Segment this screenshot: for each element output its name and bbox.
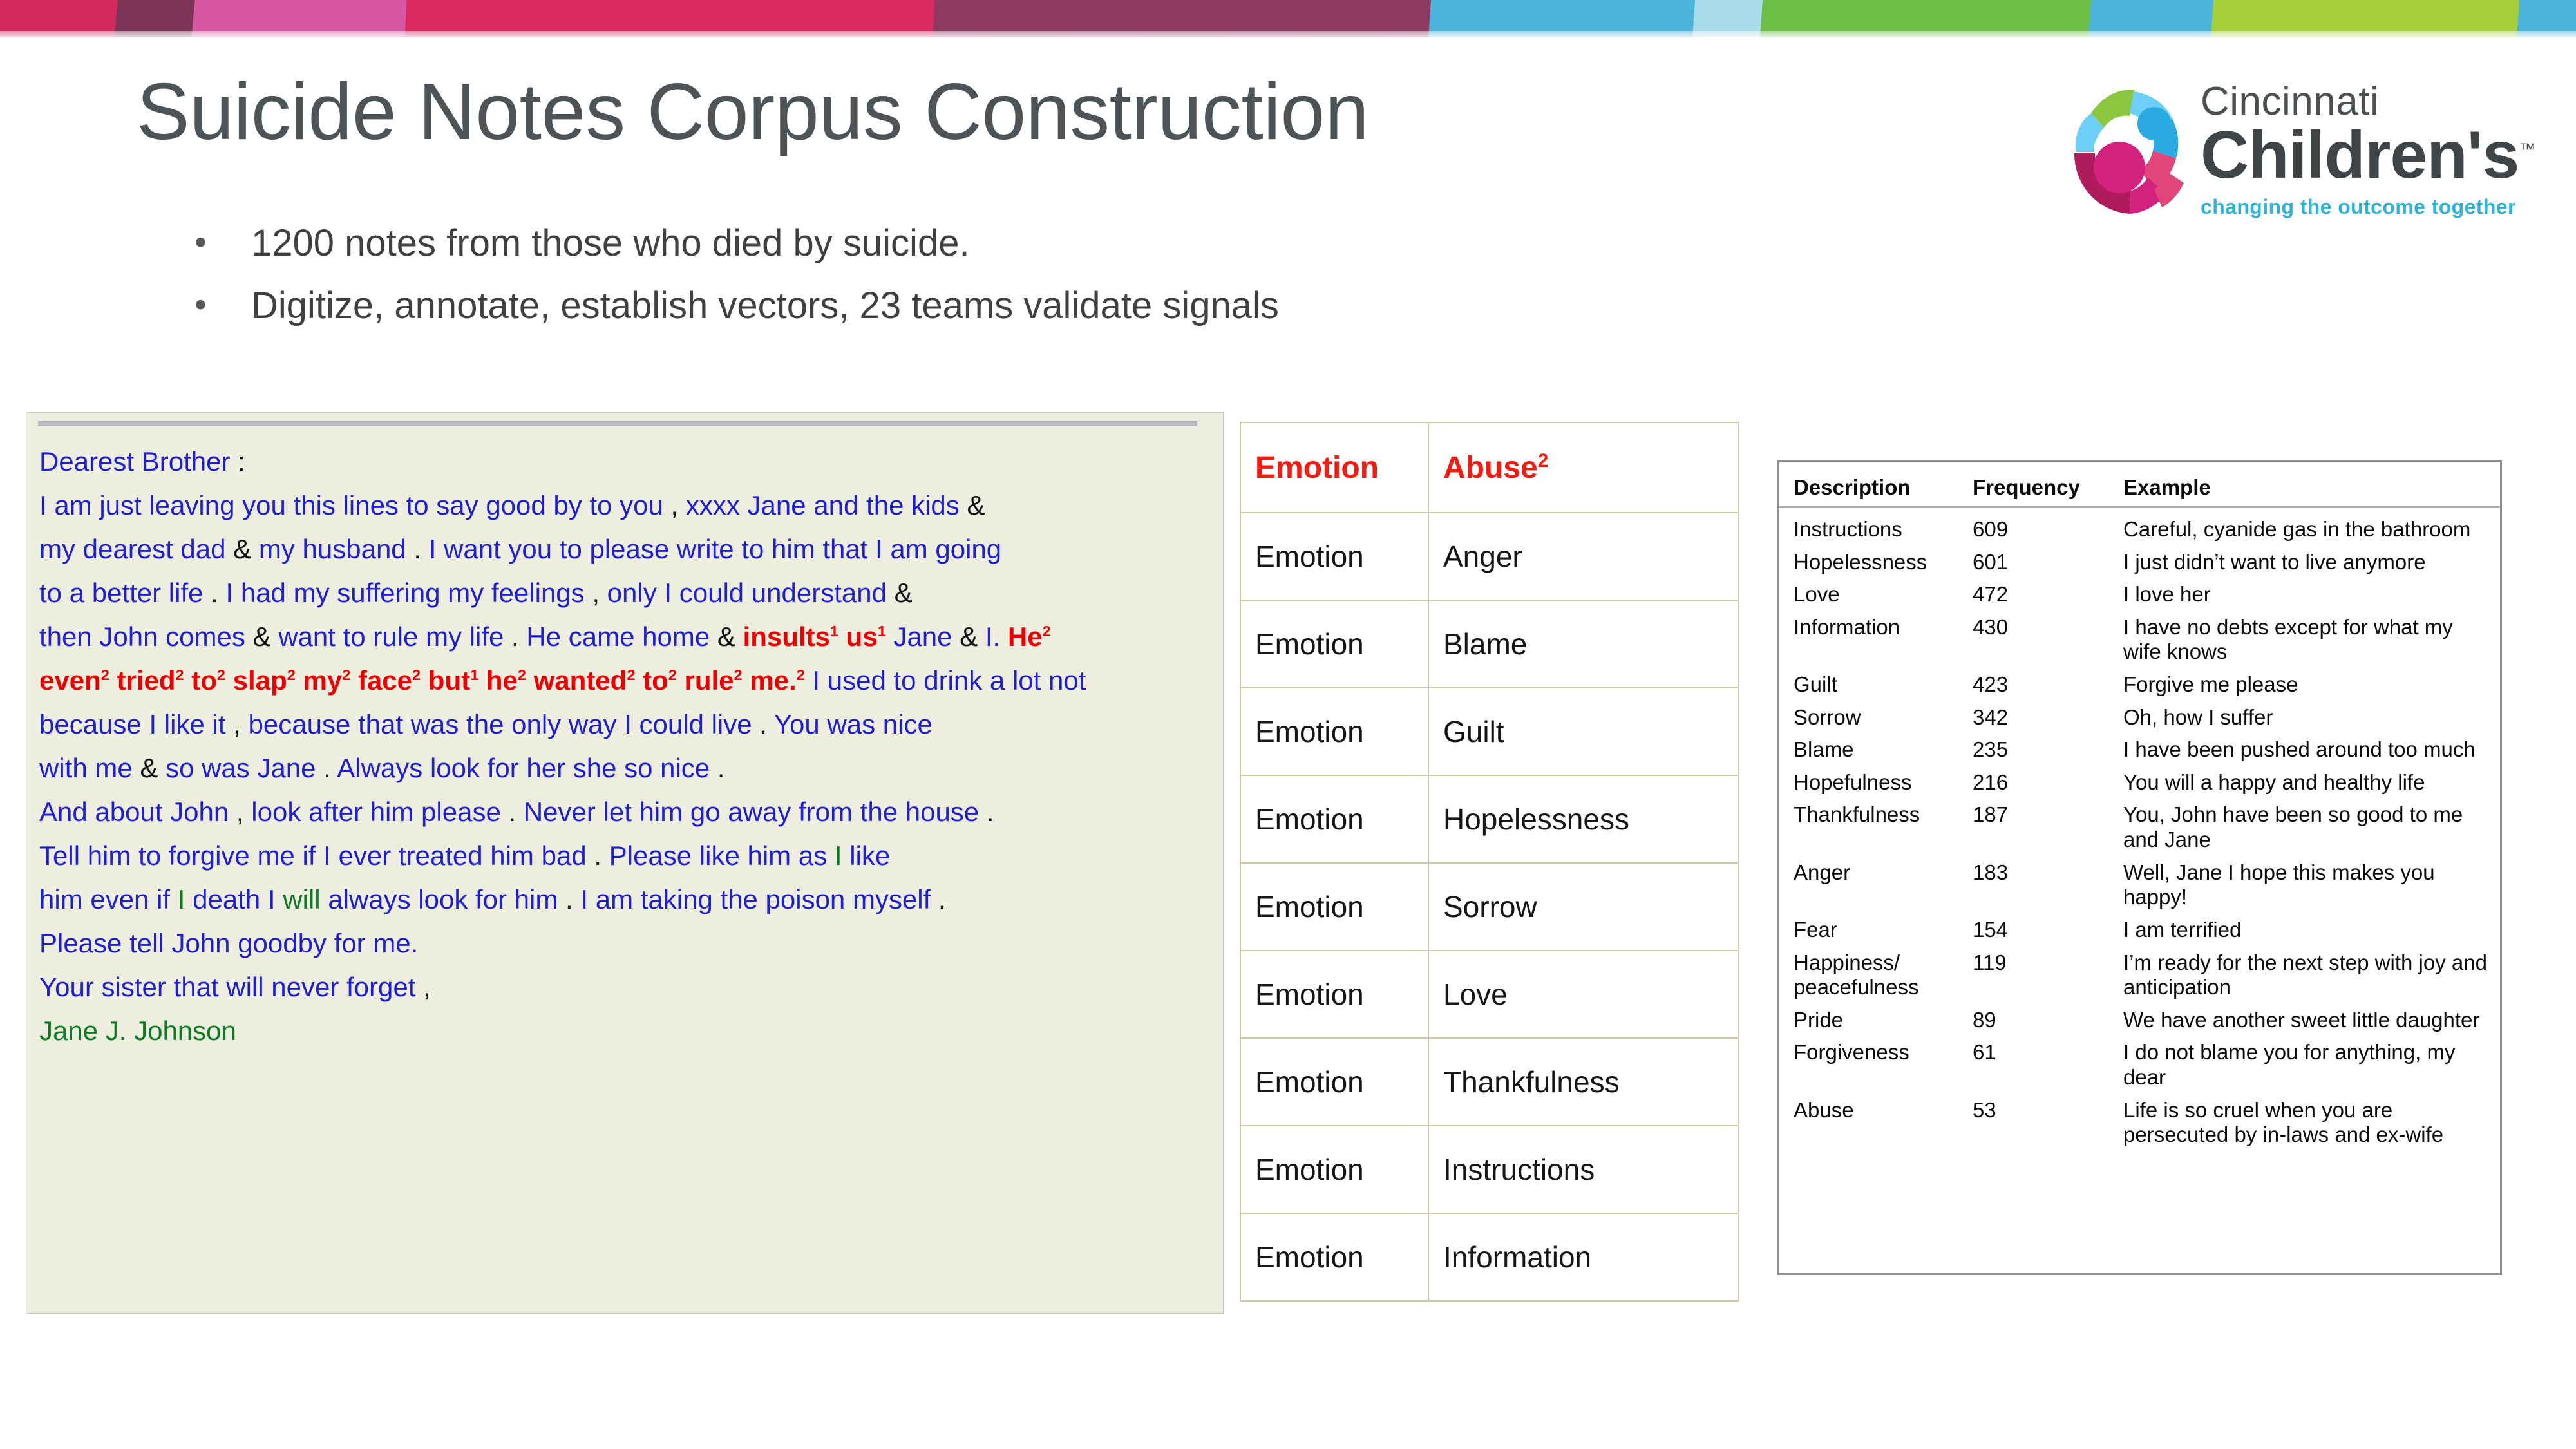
note-panel-top-rule <box>38 421 1197 426</box>
note-token: & <box>959 490 985 521</box>
example-cell: Forgive me please <box>2123 672 2298 697</box>
bullet-marker-icon: • <box>194 223 207 261</box>
table-row <box>1240 1038 1738 1126</box>
table-row <box>1779 1036 2500 1094</box>
note-token: . <box>504 621 527 652</box>
frequency-cell: 430 <box>1973 614 2009 639</box>
abuse-cell: Love <box>1428 951 1738 1038</box>
bullet-marker-icon: • <box>194 285 207 324</box>
note-token: I <box>827 840 850 871</box>
emotion-cell: Emotion <box>1240 863 1428 951</box>
description-cell: Blame <box>1794 737 1854 762</box>
note-token: Your sister that will never forget <box>39 972 416 1003</box>
note-token: And about John <box>39 797 229 828</box>
note-annotation-superscript: 1 <box>829 623 838 640</box>
note-token: Tell him to forgive me if I ever treated him bad <box>39 840 587 871</box>
note-token: Please like him as <box>609 840 828 871</box>
note-token: . <box>316 753 337 784</box>
example-column-header: Example <box>2114 462 2500 507</box>
note-token: but <box>421 665 471 696</box>
note-token: my dearest dad <box>39 534 226 565</box>
emotion-cell: Emotion <box>1240 775 1428 863</box>
bullet-list <box>180 222 2048 346</box>
note-token: face <box>350 665 413 696</box>
example-cell: Life is so cruel when you are persecuted by in-laws and ex-wife <box>2123 1097 2444 1147</box>
note-token: & <box>132 753 166 784</box>
table-row <box>1779 507 2500 546</box>
note-token: He <box>1000 621 1043 652</box>
description-cell: Sorrow <box>1794 705 1861 729</box>
emotion-cell: Emotion <box>1240 1126 1428 1213</box>
logo-wordmark <box>2201 81 2535 219</box>
note-token: then John comes <box>39 621 245 652</box>
table-row <box>1779 766 2500 799</box>
emotion-cell: Emotion <box>1240 513 1428 600</box>
note-annotation-superscript: 2 <box>1042 623 1051 640</box>
table-row <box>1779 1094 2500 1151</box>
description-cell: Hopefulness <box>1794 770 1912 794</box>
note-token: He came home <box>526 621 710 652</box>
decorative-top-banner <box>0 0 2576 37</box>
frequency-cell: 119 <box>1973 950 2007 974</box>
note-token: I used to drink a lot not <box>804 665 1086 696</box>
description-cell: Forgiveness <box>1794 1040 1909 1065</box>
note-line <box>39 1009 1214 1053</box>
note-line <box>39 878 1214 922</box>
note-token: , <box>225 709 249 740</box>
table-row <box>1240 1213 1738 1301</box>
list-item <box>180 285 2048 328</box>
description-cell: Happiness/ peacefulness <box>1794 950 1919 999</box>
note-token: Please tell John goodby for me. <box>39 928 419 959</box>
banner-fade <box>0 31 2576 37</box>
table-row <box>1240 600 1738 688</box>
abuse-cell: Thankfulness <box>1428 1038 1738 1126</box>
table-row <box>1779 668 2500 701</box>
frequency-cell: 601 <box>1973 549 2009 574</box>
note-token: You was nice <box>773 709 933 740</box>
note-token: always look for him <box>328 884 558 915</box>
note-token: because I like it <box>39 709 226 740</box>
emotion-column-header: Emotion <box>1240 422 1428 513</box>
note-token: Dearest Brother <box>39 446 231 477</box>
frequency-cell: 216 <box>1973 770 2009 794</box>
emotion-cell: Emotion <box>1240 1213 1428 1301</box>
description-cell: Abuse <box>1794 1097 1854 1122</box>
frequency-cell: 235 <box>1973 737 2009 762</box>
note-token: with me <box>39 753 133 784</box>
table-row <box>1779 799 2500 856</box>
note-token: , <box>229 797 252 828</box>
frequency-cell: 53 <box>1973 1097 1996 1122</box>
logo-cincinnati-text: Cincinnati <box>2201 79 2380 124</box>
note-token: . <box>203 578 226 609</box>
note-token: us <box>838 621 878 652</box>
note-token: Never let him go away from the house <box>523 797 980 828</box>
description-cell: Instructions <box>1794 517 1902 541</box>
note-annotation-superscript: 2 <box>412 667 421 684</box>
note-token: to <box>184 665 217 696</box>
abuse-cell: Guilt <box>1428 688 1738 775</box>
table-row <box>1240 951 1738 1038</box>
table-header-row <box>1779 462 2500 507</box>
example-cell: You will a happy and healthy life <box>2123 770 2425 794</box>
frequency-cell: 89 <box>1973 1007 1996 1032</box>
table-row <box>1240 513 1738 600</box>
abuse-cell: Blame <box>1428 600 1738 688</box>
example-cell: I just didn’t want to live anymore <box>2123 549 2426 574</box>
description-cell: Pride <box>1794 1007 1844 1032</box>
logo-swirl-icon <box>2058 76 2196 224</box>
note-line <box>39 527 1214 571</box>
note-line <box>39 703 1214 746</box>
table-header-row <box>1240 422 1738 513</box>
table-row <box>1779 857 2500 914</box>
table-row <box>1779 578 2500 611</box>
frequency-cell: 472 <box>1973 582 2009 607</box>
table-row <box>1779 546 2500 579</box>
note-annotation-superscript: 2 <box>100 667 109 684</box>
frequency-cell: 187 <box>1973 802 2009 827</box>
note-token: I am taking the poison myself <box>580 884 931 915</box>
frequency-table <box>1777 460 2502 1275</box>
note-annotation-superscript: 2 <box>342 667 351 684</box>
abuse-cell: Anger <box>1428 513 1738 600</box>
example-cell: We have another sweet little daughter <box>2123 1007 2480 1032</box>
frequency-cell: 609 <box>1973 517 2009 541</box>
note-annotation-superscript: 2 <box>216 667 226 684</box>
bullet-text: Digitize, annotate, establish vectors, 23 teams validate signals <box>251 284 1279 327</box>
list-item <box>180 222 2048 265</box>
annotated-note-panel <box>26 412 1224 1314</box>
note-token: . <box>979 797 994 828</box>
note-token: only I could understand <box>607 578 887 609</box>
note-token: I <box>170 884 193 915</box>
table-row <box>1779 947 2500 1004</box>
description-cell: Hopelessness <box>1794 549 1927 574</box>
note-token: . <box>710 753 725 784</box>
note-token: & <box>886 578 913 609</box>
logo-trademark-symbol: ™ <box>2519 139 2535 159</box>
note-token: , <box>584 578 607 609</box>
note-token: & <box>952 621 985 652</box>
description-column-header: Description <box>1779 462 1966 507</box>
note-token: xxxx Jane and the kids <box>685 490 960 521</box>
note-token: Always look for her she so nice <box>337 753 710 784</box>
note-token: him even if <box>39 884 171 915</box>
table-row <box>1240 688 1738 775</box>
table-row <box>1779 914 2500 947</box>
note-token: my <box>295 665 343 696</box>
table-row <box>1779 734 2500 766</box>
table-row <box>1240 775 1738 863</box>
note-token: so was Jane <box>166 753 316 784</box>
emotion-cell: Emotion <box>1240 600 1428 688</box>
abuse-cell: Sorrow <box>1428 863 1738 951</box>
note-token: , <box>415 972 431 1003</box>
description-cell: Fear <box>1794 917 1837 942</box>
description-cell: Information <box>1794 614 1900 639</box>
description-cell: Love <box>1794 582 1840 607</box>
note-token: to a better life <box>39 578 204 609</box>
note-token: my husband <box>258 534 406 565</box>
emotion-cell: Emotion <box>1240 688 1428 775</box>
note-token: me. <box>742 665 797 696</box>
note-line <box>39 659 1214 703</box>
bullet-text: 1200 notes from those who died by suicide. <box>251 222 970 264</box>
note-token: tried <box>109 665 176 696</box>
note-token: even <box>39 665 101 696</box>
note-line <box>39 746 1214 790</box>
note-token: . <box>586 840 609 871</box>
example-cell: I’m ready for the next step with joy and anticipation <box>2123 950 2487 999</box>
logo-tagline: changing the outcome together <box>2201 195 2516 219</box>
note-token: & <box>245 621 279 652</box>
example-cell: Oh, how I suffer <box>2123 705 2273 729</box>
note-token: to <box>635 665 668 696</box>
note-token: slap <box>225 665 287 696</box>
example-cell: I have no debts except for what my wife knows <box>2123 614 2453 664</box>
table-row <box>1779 611 2500 668</box>
note-token: insults <box>743 621 830 652</box>
example-cell: Well, Jane I hope this makes you happy! <box>2123 860 2435 909</box>
abuse-cell: Instructions <box>1428 1126 1738 1213</box>
note-token: . <box>931 884 946 915</box>
note-token: I am just leaving you this lines to say good by to you <box>39 490 663 521</box>
example-cell: I love her <box>2123 582 2211 607</box>
note-line <box>39 834 1214 878</box>
note-line <box>39 965 1214 1009</box>
table-row <box>1779 701 2500 734</box>
note-annotation-superscript: 2 <box>517 667 526 684</box>
note-token: . <box>752 709 774 740</box>
note-annotation-superscript: 2 <box>796 667 805 684</box>
note-token: wanted <box>526 665 627 696</box>
cincinnati-childrens-logo <box>2058 70 2535 243</box>
note-token: I. <box>985 621 1001 652</box>
frequency-cell: 183 <box>1973 860 2009 884</box>
note-line <box>39 440 1214 484</box>
note-annotation-superscript: 2 <box>175 667 184 684</box>
table-row <box>1240 863 1738 951</box>
note-token: rule <box>676 665 734 696</box>
note-token: I had my suffering my feelings <box>225 578 585 609</box>
logo-childrens-text: Children's™ <box>2201 118 2535 193</box>
note-token: he <box>478 665 518 696</box>
note-token: . <box>406 534 429 565</box>
note-token: . <box>558 884 581 915</box>
note-token: death I <box>193 884 276 915</box>
note-token: want to rule my life <box>278 621 504 652</box>
note-line <box>39 571 1214 615</box>
example-cell: I have been pushed around too much <box>2123 737 2476 762</box>
abuse-header-superscript: 2 <box>1537 450 1549 471</box>
frequency-cell: 61 <box>1973 1040 1996 1065</box>
emotion-cell: Emotion <box>1240 1038 1428 1126</box>
note-token: will <box>275 884 328 915</box>
abuse-column-header: Abuse$^2$ <box>1428 422 1738 513</box>
frequency-cell: 154 <box>1973 917 2009 942</box>
frequency-cell: 342 <box>1973 705 2009 729</box>
note-text-body <box>39 440 1214 1053</box>
note-token: : <box>230 446 245 477</box>
note-annotation-superscript: 2 <box>627 667 636 684</box>
note-annotation-superscript: 2 <box>668 667 677 684</box>
note-line <box>39 790 1214 834</box>
note-line <box>39 922 1214 965</box>
emotion-abuse-table <box>1240 422 1739 1302</box>
note-token: Jane <box>886 621 952 652</box>
note-token: , <box>663 490 686 521</box>
abuse-cell: Information <box>1428 1213 1738 1301</box>
frequency-cell: 423 <box>1973 672 2009 697</box>
note-annotation-superscript: 1 <box>877 623 886 640</box>
page-title: Suicide Notes Corpus Construction <box>137 68 1369 156</box>
note-token: Jane J. Johnson <box>39 1016 236 1046</box>
table-row <box>1240 1126 1738 1213</box>
description-cell: Guilt <box>1794 672 1837 697</box>
description-cell: Thankfulness <box>1794 802 1920 827</box>
note-annotation-superscript: 1 <box>470 667 479 684</box>
note-line <box>39 615 1214 659</box>
note-token: & <box>225 534 259 565</box>
description-cell: Anger <box>1794 860 1851 884</box>
example-cell: You, John have been so good to me and Jane <box>2123 802 2463 852</box>
note-token: because that was the only way I could live <box>248 709 752 740</box>
note-token: & <box>710 621 743 652</box>
example-cell: I am terrified <box>2123 917 2242 942</box>
note-annotation-superscript: 2 <box>287 667 296 684</box>
note-token: like <box>849 840 891 871</box>
example-cell: I do not blame you for anything, my dear <box>2123 1040 2456 1089</box>
abuse-cell: Hopelessness <box>1428 775 1738 863</box>
note-token: I want you to please write to him that I am going <box>428 534 1002 565</box>
note-line <box>39 484 1214 527</box>
note-token: look after him please <box>251 797 501 828</box>
note-token: . <box>500 797 524 828</box>
note-annotation-superscript: 2 <box>734 667 743 684</box>
example-cell: Careful, cyanide gas in the bathroom <box>2123 517 2471 541</box>
emotion-cell: Emotion <box>1240 951 1428 1038</box>
frequency-column-header: Frequency <box>1966 462 2114 507</box>
table-row <box>1779 1004 2500 1037</box>
